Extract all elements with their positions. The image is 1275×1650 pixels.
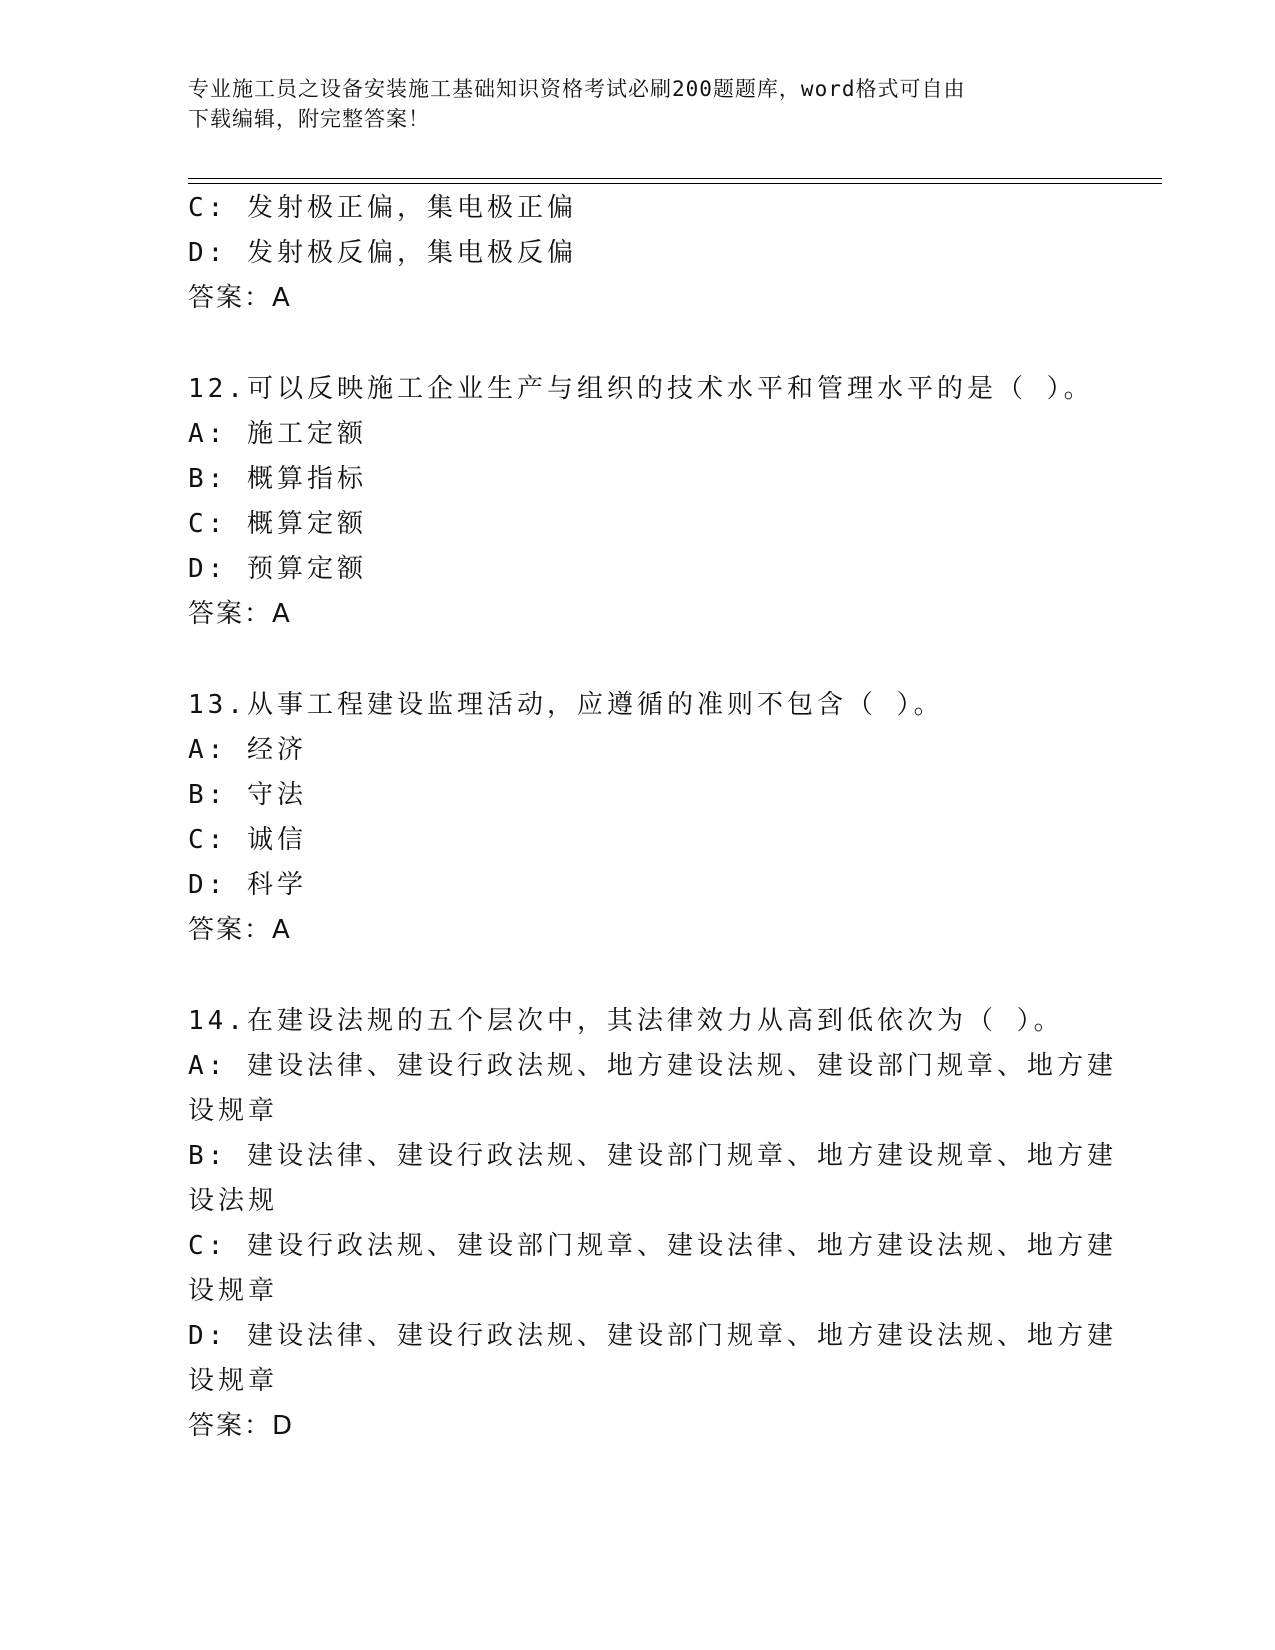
q13-option-b: B: 守法 [188, 780, 307, 810]
q13-option-c: C: 诚信 [188, 825, 307, 855]
q13-answer: 答案：A [188, 915, 292, 945]
q12-option-d: D: 预算定额 [188, 554, 367, 584]
q12-option-b: B: 概算指标 [188, 464, 367, 494]
q14-option-b-line-1: B: 建设法律、建设行政法规、建设部门规章、地方建设规章、地方建 [188, 1141, 1117, 1171]
q14-option-b-line-2: 设法规 [188, 1186, 279, 1216]
q12-option-c: C: 概算定额 [188, 509, 367, 539]
header-divider-top [188, 178, 1162, 179]
q14-option-c-line-1: C: 建设行政法规、建设部门规章、建设法律、地方建设法规、地方建 [188, 1231, 1117, 1261]
prev-option-d: D: 发射极反偏，集电极反偏 [188, 238, 577, 268]
q14-option-c-line-2: 设规章 [188, 1276, 279, 1306]
q14-option-a-line-2: 设规章 [188, 1096, 279, 1126]
header-title-line-2: 下载编辑，附完整答案！ [188, 107, 430, 131]
q13-question: 13.从事工程建设监理活动，应遵循的准则不包含（ ）。 [188, 690, 944, 720]
q14-option-a-line-1: A: 建设法律、建设行政法规、地方建设法规、建设部门规章、地方建 [188, 1051, 1117, 1081]
q14-option-d-line-2: 设规章 [188, 1366, 279, 1396]
document-header [188, 74, 1088, 134]
q14-answer: 答案：D [188, 1411, 295, 1441]
prev-answer: 答案：A [188, 283, 292, 313]
q13-option-a: A: 经济 [188, 735, 307, 765]
q14-question: 14.在建设法规的五个层次中，其法律效力从高到低依次为（ ）。 [188, 1006, 1064, 1036]
q12-option-a: A: 施工定额 [188, 419, 367, 449]
prev-option-c: C: 发射极正偏，集电极正偏 [188, 193, 577, 223]
q14-option-d-line-1: D: 建设法律、建设行政法规、建设部门规章、地方建设法规、地方建 [188, 1321, 1117, 1351]
q12-answer: 答案：A [188, 599, 292, 629]
header-divider-bottom [188, 183, 1162, 184]
q13-option-d: D: 科学 [188, 870, 307, 900]
header-title-line-1: 专业施工员之设备安装施工基础知识资格考试必刷200题题库，word格式可自由 [188, 77, 966, 101]
q12-question: 12.可以反映施工企业生产与组织的技术水平和管理水平的是（ ）。 [188, 374, 1094, 404]
